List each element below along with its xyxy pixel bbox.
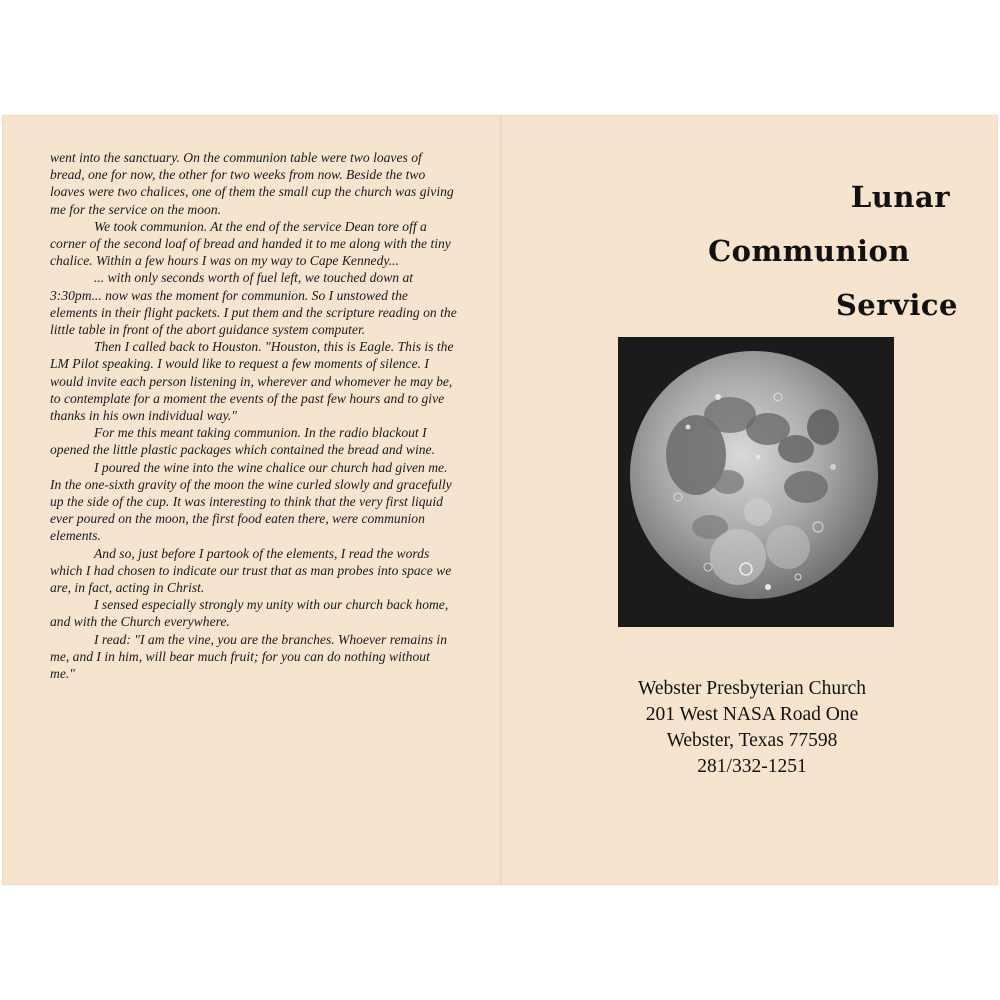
paragraph-7: And so, just before I partook of the elements, I read the words which I had chosen to indicate our trust that as man probes into space we are, in fact, acting in Christ. bbox=[50, 545, 452, 596]
title-line-service: Service bbox=[835, 288, 958, 322]
paragraph-4: Then I called back to Houston. "Houston, this is Eagle. This is the LM Pilot speaking. I would like to request a few moments of silence. I would invite each person listening in, wherever and whomever he may be, to contemplate for a moment the events of the past few hours and to give thanks in his own individual way." bbox=[50, 339, 454, 424]
title-line-communion: Communion bbox=[708, 234, 910, 268]
narrative-panel bbox=[50, 149, 458, 849]
paragraph-8: I sensed especially strongly my unity with our church back home, and with the Church everywhere. bbox=[50, 597, 449, 630]
pamphlet-sheet bbox=[2, 115, 998, 885]
paragraph-3: ... with only seconds worth of fuel left, we touched down at 3:30pm... now was the moment for communion. So I unstowed the elements in their flight packets. I put them and the scripture reading on the little table in front of the abort guidance system computer. bbox=[50, 270, 457, 338]
church-phone: 281/332-1251 bbox=[697, 756, 807, 777]
pamphlet-title bbox=[658, 170, 958, 332]
title-line-lunar: Lunar bbox=[850, 180, 950, 214]
moon-photograph bbox=[618, 337, 894, 627]
paragraph-2: We took communion. At the end of the service Dean tore off a corner of the second loaf of bread and handed it to me along with the tiny chalice. Within a few hours I was on my way to Cape Kennedy... bbox=[50, 218, 451, 269]
paragraph-5: For me this meant taking communion. In the radio blackout I opened the little plastic packages which contained the bread and wine. bbox=[50, 425, 435, 458]
moon-image bbox=[618, 337, 894, 627]
church-city: Webster, Texas 77598 bbox=[666, 730, 838, 751]
paragraph-6: I poured the wine into the wine chalice our church had given me. In the one-sixth gravity of the moon the wine curled slowly and gracefully up the side of the cup. It was interesting to think that the very first liquid ever poured on the moon, the first food eaten there, were communion elements. bbox=[50, 459, 452, 544]
paragraph-1: went into the sanctuary. On the communion table were two loaves of bread, one for now, the other for two weeks from now. Beside the two loaves were two chalices, one of them the small cup the church was giving me for the service on the moon. bbox=[50, 150, 454, 217]
paragraph-9: I read: "I am the vine, you are the branches. Whoever remains in me, and I in him, will bear much fruit; for you can do nothing without me." bbox=[50, 631, 448, 682]
center-fold bbox=[500, 115, 502, 885]
church-name: Webster Presbyterian Church bbox=[637, 678, 867, 699]
church-address: 201 West NASA Road One bbox=[645, 704, 859, 725]
church-contact bbox=[562, 676, 942, 780]
